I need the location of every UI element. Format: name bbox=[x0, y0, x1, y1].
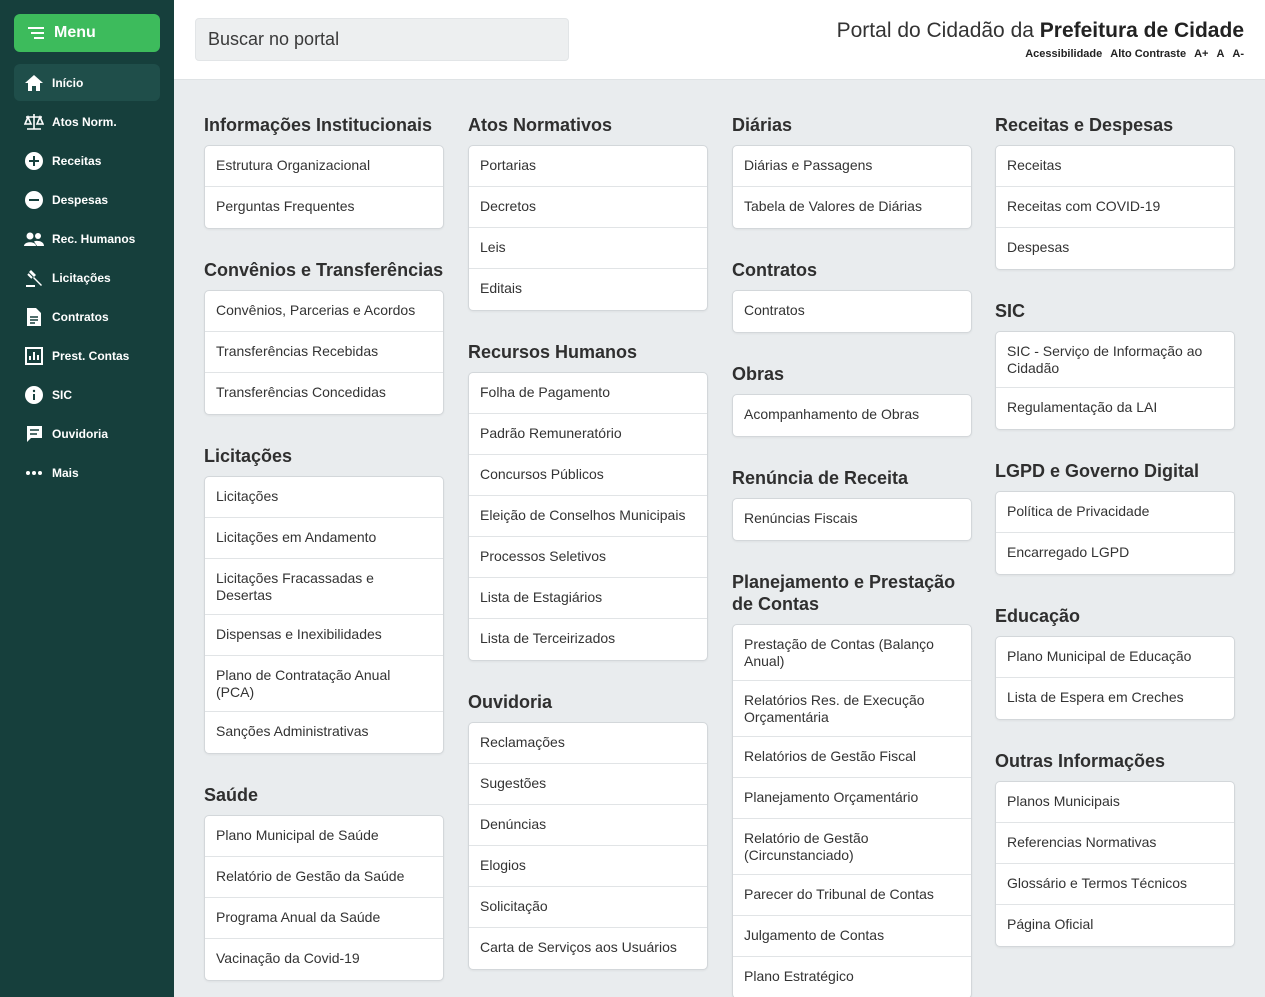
link-item[interactable]: Plano Municipal de Educação bbox=[996, 637, 1234, 678]
sidebar-nav bbox=[14, 64, 160, 493]
sidebar-item-label: SIC bbox=[52, 387, 73, 402]
scale-icon bbox=[24, 112, 44, 132]
link-item[interactable]: Transferências Recebidas bbox=[205, 332, 443, 373]
font-decrease-button[interactable]: A- bbox=[1232, 48, 1244, 60]
content-column bbox=[995, 114, 1235, 977]
section-title: Atos Normativos bbox=[468, 115, 613, 135]
link-item[interactable]: Página Oficial bbox=[1007, 916, 1094, 932]
high-contrast-link[interactable]: Alto Contraste bbox=[1110, 48, 1187, 60]
link-item[interactable]: Sugestões bbox=[469, 764, 707, 805]
link-item[interactable]: Sanções Administrativas bbox=[216, 723, 369, 739]
accessibility-bar bbox=[1025, 48, 1244, 60]
sidebar-item-sic[interactable] bbox=[14, 376, 160, 413]
plus-circle-icon bbox=[24, 151, 44, 171]
section-title: Informações Institucionais bbox=[204, 115, 433, 135]
sidebar-item-label: Receitas bbox=[52, 153, 102, 168]
section-title: Ouvidoria bbox=[468, 692, 553, 712]
link-item[interactable]: Relatório de Gestão (Circunstanciado) bbox=[733, 819, 971, 875]
menu-label: Menu bbox=[54, 24, 96, 41]
menu-icon bbox=[28, 26, 44, 40]
sidebar-item-receitas[interactable] bbox=[14, 142, 160, 179]
menu-button[interactable] bbox=[14, 14, 160, 52]
link-item[interactable]: Editais bbox=[480, 280, 523, 296]
link-item[interactable]: SIC - Serviço de Informação ao Cidadão bbox=[996, 332, 1234, 388]
sidebar-item-label: Prest. Contas bbox=[52, 348, 130, 363]
section-card bbox=[204, 290, 444, 415]
section-card bbox=[732, 290, 972, 333]
section-title: Receitas e Despesas bbox=[995, 115, 1174, 135]
sidebar-item-rec-humanos[interactable] bbox=[14, 220, 160, 257]
section-title: Renúncia de Receita bbox=[732, 468, 909, 488]
link-item[interactable]: Dispensas e Inexibilidades bbox=[205, 615, 443, 656]
link-item[interactable]: Perguntas Frequentes bbox=[216, 198, 355, 214]
link-item[interactable]: Transferências Concedidas bbox=[216, 384, 386, 400]
content-column bbox=[732, 114, 972, 997]
link-item[interactable]: Política de Privacidade bbox=[996, 492, 1234, 533]
sidebar-item-label: Atos Norm. bbox=[52, 114, 117, 129]
link-item[interactable]: Julgamento de Contas bbox=[733, 916, 971, 957]
section-title: Outras Informações bbox=[995, 751, 1166, 771]
link-item[interactable]: Padrão Remuneratório bbox=[469, 414, 707, 455]
link-item[interactable]: Planos Municipais bbox=[996, 782, 1234, 823]
link-item[interactable]: Programa Anual da Saúde bbox=[205, 898, 443, 939]
section-title: Licitações bbox=[204, 446, 293, 466]
sidebar-item-contratos[interactable] bbox=[14, 298, 160, 335]
link-item[interactable]: Eleição de Conselhos Municipais bbox=[469, 496, 707, 537]
sidebar-item-mais[interactable] bbox=[14, 454, 160, 491]
link-item[interactable]: Regulamentação da LAI bbox=[1007, 399, 1158, 415]
sidebar bbox=[0, 0, 174, 997]
section-title: Saúde bbox=[204, 785, 259, 805]
section-title: Obras bbox=[732, 364, 785, 384]
link-item[interactable]: Solicitação bbox=[469, 887, 707, 928]
section-card bbox=[204, 145, 444, 229]
link-item[interactable]: Parecer do Tribunal de Contas bbox=[733, 875, 971, 916]
section-card bbox=[732, 624, 972, 997]
title-prefix: Portal do Cidadão da bbox=[836, 19, 1040, 42]
gavel-icon bbox=[24, 268, 44, 288]
info-icon bbox=[24, 385, 44, 405]
section-card bbox=[468, 372, 708, 661]
section-card bbox=[995, 331, 1235, 430]
chart-icon bbox=[24, 346, 44, 366]
sidebar-item-label: Contratos bbox=[52, 309, 109, 324]
sidebar-item-licitacoes[interactable] bbox=[14, 259, 160, 296]
section-title: Recursos Humanos bbox=[468, 342, 638, 362]
people-icon bbox=[24, 229, 44, 249]
section-card bbox=[995, 781, 1235, 947]
section-card bbox=[732, 394, 972, 437]
link-item[interactable]: Prestação de Contas (Balanço Anual) bbox=[733, 625, 971, 681]
link-item[interactable]: Denúncias bbox=[469, 805, 707, 846]
link-item[interactable]: Decretos bbox=[469, 187, 707, 228]
section-card bbox=[204, 476, 444, 754]
link-item[interactable]: Relatórios Res. de Execução Orçamentária bbox=[733, 681, 971, 737]
link-item[interactable]: Referencias Normativas bbox=[996, 823, 1234, 864]
link-item[interactable]: Lista de Estagiários bbox=[469, 578, 707, 619]
link-item[interactable]: Contratos bbox=[744, 302, 805, 318]
link-item[interactable]: Plano de Contratação Anual (PCA) bbox=[205, 656, 443, 712]
link-item[interactable]: Concursos Públicos bbox=[469, 455, 707, 496]
link-item[interactable]: Plano Estratégico bbox=[744, 968, 854, 984]
link-item[interactable]: Estrutura Organizacional bbox=[205, 146, 443, 187]
link-item[interactable]: Receitas com COVID-19 bbox=[996, 187, 1234, 228]
header bbox=[174, 0, 1265, 80]
link-item[interactable]: Folha de Pagamento bbox=[469, 373, 707, 414]
link-item[interactable]: Portarias bbox=[469, 146, 707, 187]
font-increase-button[interactable]: A+ bbox=[1194, 48, 1209, 60]
link-item[interactable]: Licitações bbox=[205, 477, 443, 518]
section-card bbox=[732, 145, 972, 229]
font-normal-button[interactable]: A bbox=[1216, 48, 1225, 60]
document-icon bbox=[24, 307, 44, 327]
sidebar-item-prest-contas[interactable] bbox=[14, 337, 160, 374]
section-card bbox=[468, 722, 708, 970]
section-card bbox=[468, 145, 708, 311]
link-item[interactable]: Reclamações bbox=[469, 723, 707, 764]
link-item[interactable]: Processos Seletivos bbox=[469, 537, 707, 578]
section-title: LGPD e Governo Digital bbox=[995, 461, 1200, 481]
content-column bbox=[468, 114, 708, 997]
home-icon bbox=[24, 73, 44, 93]
link-item[interactable]: Lista de Espera em Creches bbox=[1007, 689, 1184, 705]
link-item[interactable]: Despesas bbox=[1007, 239, 1070, 255]
minus-circle-icon bbox=[24, 190, 44, 210]
link-item[interactable]: Tabela de Valores de Diárias bbox=[744, 198, 922, 214]
sidebar-item-atos-norm[interactable] bbox=[14, 103, 160, 140]
link-item[interactable]: Plano Municipal de Saúde bbox=[205, 816, 443, 857]
sidebar-item-ouvidoria[interactable] bbox=[14, 415, 160, 452]
sidebar-item-label: Licitações bbox=[52, 270, 111, 285]
page-title bbox=[837, 19, 1244, 43]
section-title: Educação bbox=[995, 606, 1081, 626]
link-item[interactable]: Licitações em Andamento bbox=[205, 518, 443, 559]
link-item[interactable]: Encarregado LGPD bbox=[1007, 544, 1130, 560]
section-title: Planejamento e Prestação de Contas bbox=[732, 572, 956, 614]
search-input[interactable] bbox=[195, 18, 569, 61]
title-bold: Prefeitura de Cidade bbox=[1039, 19, 1244, 42]
content-column bbox=[204, 114, 444, 997]
section-title: SIC bbox=[995, 301, 1026, 321]
section-card bbox=[995, 491, 1235, 575]
link-item[interactable]: Vacinação da Covid-19 bbox=[216, 950, 360, 966]
sidebar-item-inicio[interactable] bbox=[14, 64, 160, 101]
chat-icon bbox=[24, 424, 44, 444]
link-item[interactable]: Glossário e Termos Técnicos bbox=[996, 864, 1234, 905]
link-item[interactable]: Leis bbox=[469, 228, 707, 269]
link-item[interactable]: Carta de Serviços aos Usuários bbox=[480, 939, 677, 955]
sidebar-item-label: Início bbox=[52, 75, 84, 90]
sidebar-item-label: Despesas bbox=[52, 192, 109, 207]
link-item[interactable]: Diárias e Passagens bbox=[733, 146, 971, 187]
link-item[interactable]: Acompanhamento de Obras bbox=[744, 406, 920, 422]
section-title: Convênios e Transferências bbox=[204, 260, 444, 280]
link-item[interactable]: Elogios bbox=[469, 846, 707, 887]
sidebar-item-label: Ouvidoria bbox=[52, 426, 109, 441]
section-card bbox=[995, 636, 1235, 720]
link-item[interactable]: Renúncias Fiscais bbox=[744, 510, 858, 526]
section-card bbox=[732, 498, 972, 541]
sidebar-item-label: Mais bbox=[52, 465, 79, 480]
section-title: Diárias bbox=[732, 115, 793, 135]
link-item[interactable]: Relatório de Gestão da Saúde bbox=[205, 857, 443, 898]
accessibility-link[interactable]: Acessibilidade bbox=[1025, 48, 1103, 60]
more-icon bbox=[24, 463, 44, 483]
link-item[interactable]: Convênios, Parcerias e Acordos bbox=[205, 291, 443, 332]
section-card bbox=[995, 145, 1235, 270]
link-item[interactable]: Licitações Fracassadas e Desertas bbox=[205, 559, 443, 615]
link-item[interactable]: Lista de Terceirizados bbox=[480, 630, 616, 646]
sidebar-item-label: Rec. Humanos bbox=[52, 231, 136, 246]
sidebar-item-despesas[interactable] bbox=[14, 181, 160, 218]
link-item[interactable]: Receitas bbox=[996, 146, 1234, 187]
section-card bbox=[204, 815, 444, 981]
link-item[interactable]: Planejamento Orçamentário bbox=[733, 778, 971, 819]
link-item[interactable]: Relatórios de Gestão Fiscal bbox=[733, 737, 971, 778]
section-title: Contratos bbox=[732, 260, 817, 280]
